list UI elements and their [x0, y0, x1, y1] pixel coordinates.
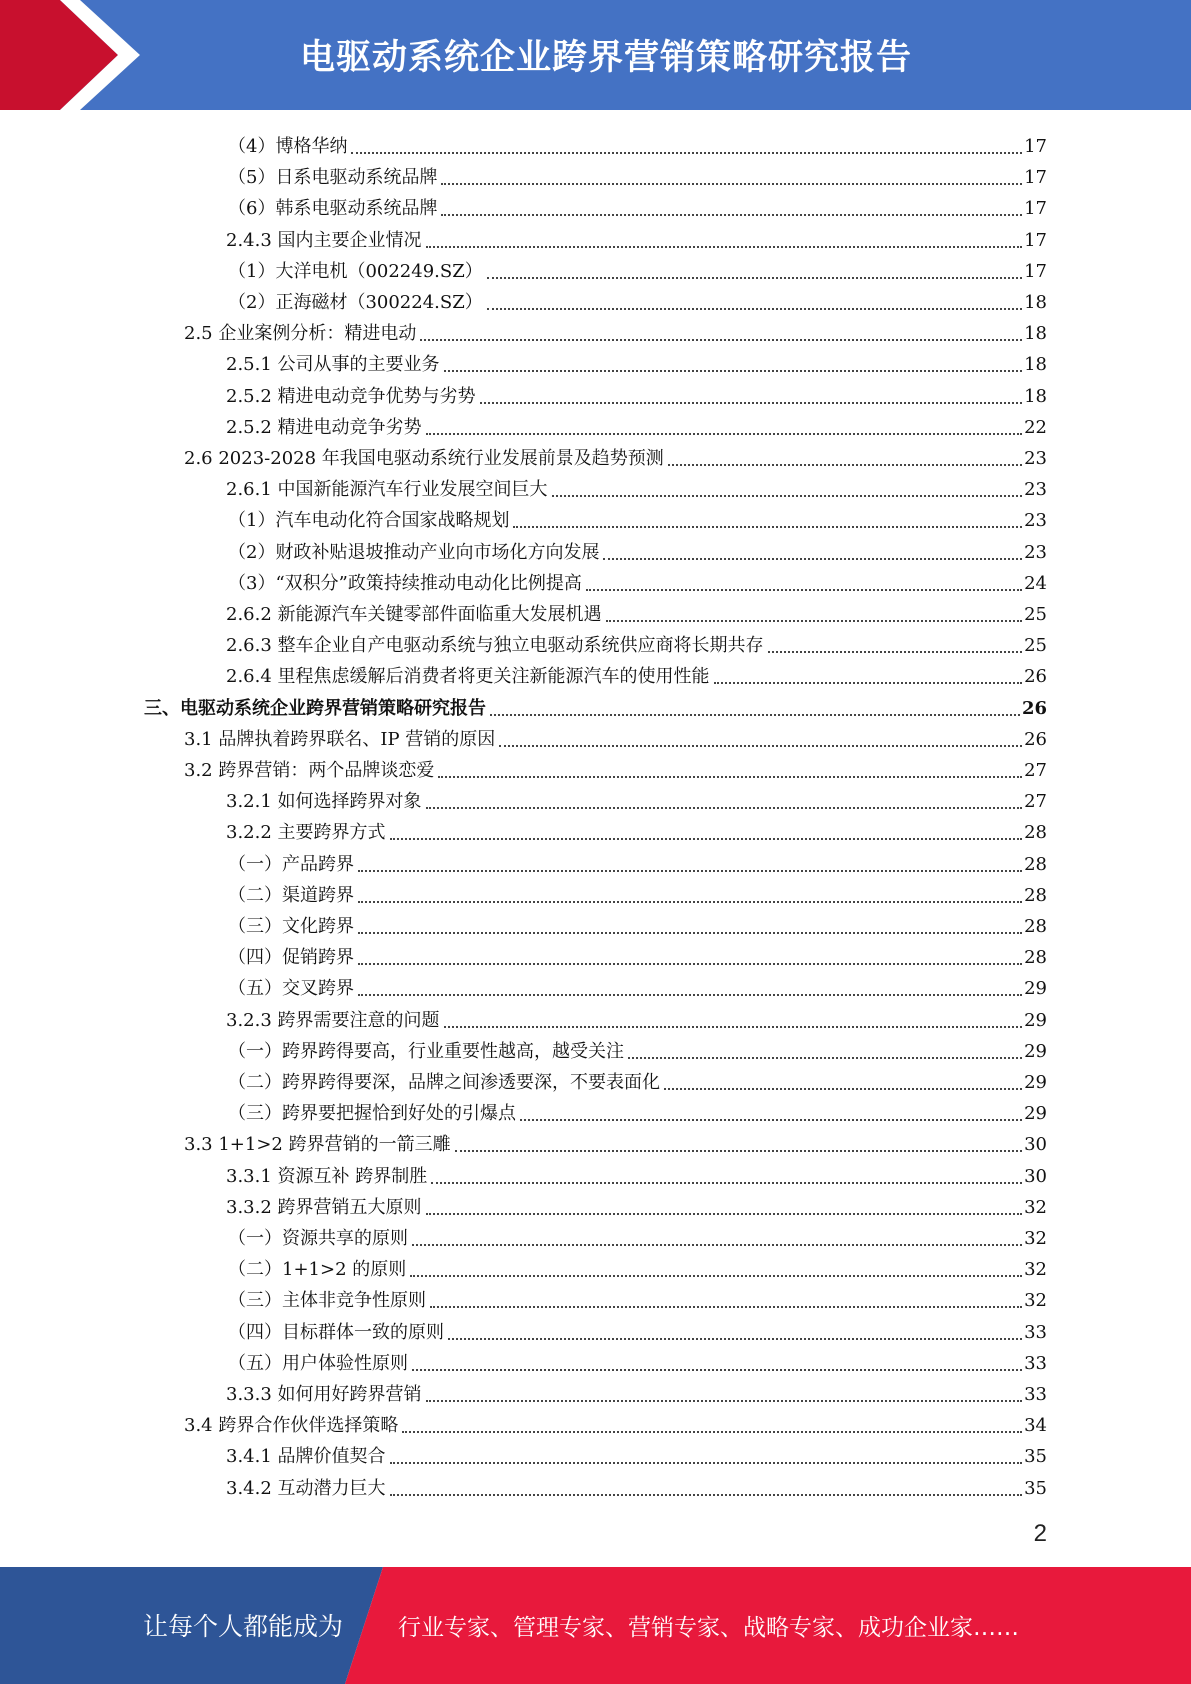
toc-entry-label: （1）汽车电动化符合国家战略规划 [228, 510, 510, 532]
toc-dot-leader [606, 616, 1023, 622]
toc-entry-page: 34 [1024, 1415, 1047, 1437]
toc-entry-label: 3.4 跨界合作伙伴选择策略 [184, 1415, 399, 1437]
toc-dot-leader [412, 1365, 1022, 1371]
toc-entry-label: 2.6 2023-2028 年我国电驱动系统行业发展前景及趋势预测 [184, 448, 664, 469]
toc-entry[interactable] [226, 782, 1047, 813]
toc-entry-label: （三）文化跨界 [228, 916, 354, 937]
toc-entry-page: 28 [1024, 822, 1047, 844]
toc-entry-label: （四）目标群体一致的原则 [228, 1321, 444, 1343]
toc-entry[interactable] [184, 1406, 1047, 1437]
toc-entry-label: （五）用户体验性原则 [228, 1352, 408, 1374]
page-footer [0, 1567, 1191, 1684]
toc-dot-leader [402, 1427, 1022, 1433]
toc-entry[interactable] [228, 158, 1047, 189]
toc-entry-label: 2.5.2 精进电动竞争优势与劣势 [226, 385, 476, 407]
toc-entry[interactable] [228, 876, 1047, 907]
toc-entry[interactable] [228, 1313, 1047, 1344]
toc-entry[interactable] [228, 564, 1047, 595]
toc-entry-page: 27 [1024, 760, 1047, 781]
toc-entry[interactable] [228, 907, 1047, 938]
toc-entry[interactable] [226, 1375, 1047, 1406]
toc-entry[interactable] [144, 689, 1047, 720]
toc-dot-leader [358, 866, 1022, 872]
toc-entry-page: 35 [1024, 1446, 1047, 1468]
toc-entry-page: 23 [1024, 448, 1047, 469]
toc-entry-page: 33 [1024, 1352, 1047, 1374]
toc-entry-label: 三、电驱动系统企业跨界营销策略研究报告 [144, 697, 486, 719]
toc-entry-label: 2.5 企业案例分析：精进电动 [184, 323, 417, 345]
toc-entry-page: 27 [1024, 791, 1047, 813]
toc-dot-leader [490, 710, 1020, 716]
header-arrow-decoration [0, 0, 160, 110]
toc-dot-leader [410, 1271, 1022, 1277]
toc-entry-page: 17 [1024, 167, 1047, 189]
toc-entry-page: 23 [1024, 479, 1047, 501]
toc-dot-leader [426, 242, 1023, 248]
toc-entry-label: （五）交叉跨界 [228, 978, 354, 1000]
toc-dot-leader [358, 990, 1022, 996]
toc-entry[interactable] [226, 408, 1047, 439]
toc-entry-label: 3.3.1 资源互补 跨界制胜 [226, 1165, 428, 1187]
toc-entry[interactable] [228, 1063, 1047, 1094]
toc-dot-leader [487, 304, 1022, 310]
toc-dot-leader [431, 1178, 1022, 1184]
toc-dot-leader [664, 1084, 1022, 1090]
toc-entry-page: 18 [1024, 292, 1047, 313]
toc-entry[interactable] [226, 626, 1047, 657]
toc-entry-page: 33 [1024, 1384, 1047, 1405]
toc-entry-label: 3.2 跨界营销：两个品牌谈恋爱 [184, 760, 435, 781]
toc-entry[interactable] [226, 377, 1047, 408]
toc-entry[interactable] [226, 1437, 1047, 1468]
toc-entry-label: （一）资源共享的原则 [228, 1228, 408, 1249]
toc-entry[interactable] [226, 345, 1047, 376]
toc-entry-label: 3.4.1 品牌价值契合 [226, 1446, 386, 1468]
toc-entry-page: 35 [1024, 1477, 1047, 1499]
toc-dot-leader [480, 398, 1023, 404]
toc-entry[interactable] [226, 1001, 1047, 1032]
toc-entry-label: 2.6.2 新能源汽车关键零部件面临重大发展机遇 [226, 604, 602, 625]
toc-entry[interactable] [184, 1125, 1047, 1156]
toc-dot-leader [520, 1115, 1022, 1121]
toc-entry[interactable] [228, 1094, 1047, 1125]
toc-dot-leader [438, 772, 1022, 778]
toc-entry[interactable] [226, 1157, 1047, 1188]
toc-entry[interactable] [228, 533, 1047, 564]
toc-entry[interactable] [228, 501, 1047, 532]
footer-slogan-right: 行业专家、管理专家、营销专家、战略专家、成功企业家…… [398, 1615, 1019, 1641]
toc-dot-leader [426, 1396, 1023, 1402]
toc-dot-leader [499, 741, 1022, 747]
toc-entry-page: 26 [1024, 666, 1047, 688]
toc-entry-page: 32 [1024, 1196, 1047, 1218]
toc-entry-page: 33 [1024, 1321, 1047, 1343]
toc-entry-label: （5）日系电驱动系统品牌 [228, 167, 438, 189]
toc-entry-label: （三）跨界要把握恰到好处的引爆点 [228, 1103, 516, 1125]
page-number: 2 [1033, 1520, 1047, 1547]
toc-entry[interactable] [228, 283, 1047, 314]
toc-entry-label: （四）促销跨界 [228, 947, 354, 969]
toc-entry-label: （2）财政补贴退坡推动产业向市场化方向发展 [228, 541, 600, 563]
toc-entry-label: 3.2.3 跨界需要注意的问题 [226, 1009, 440, 1031]
toc-entry-page: 24 [1024, 572, 1047, 594]
toc-entry-label: （2）正海磁材（300224.SZ） [228, 292, 483, 313]
toc-entry-page: 28 [1024, 916, 1047, 937]
toc-dot-leader [412, 1240, 1022, 1246]
toc-entry-page: 29 [1024, 1103, 1047, 1125]
toc-entry-label: 2.5.1 公司从事的主要业务 [226, 354, 440, 376]
toc-entry-label: 3.2.1 如何选择跨界对象 [226, 791, 422, 813]
toc-dot-leader [358, 897, 1022, 903]
toc-dot-leader [487, 273, 1022, 279]
toc-entry-label: 2.4.3 国内主要企业情况 [226, 229, 422, 251]
toc-entry-label: （1）大洋电机（002249.SZ） [228, 260, 483, 282]
toc-dot-leader [768, 647, 1023, 653]
toc-entry[interactable] [228, 252, 1047, 283]
toc-entry[interactable] [228, 845, 1047, 876]
toc-entry[interactable] [184, 751, 1047, 782]
toc-entry-label: 3.2.2 主要跨界方式 [226, 822, 386, 844]
toc-dot-leader [668, 460, 1022, 466]
toc-dot-leader [441, 210, 1022, 216]
toc-entry[interactable] [228, 1250, 1047, 1281]
toc-entry-label: （三）主体非竞争性原则 [228, 1290, 426, 1312]
toc-entry-page: 29 [1024, 1040, 1047, 1062]
toc-entry-page: 22 [1024, 416, 1047, 438]
toc-entry-label: （一）跨界跨得要高，行业重要性越高，越受关注 [228, 1040, 624, 1062]
toc-entry-page: 17 [1024, 229, 1047, 251]
toc-dot-leader [586, 585, 1022, 591]
toc-entry[interactable] [226, 470, 1047, 501]
toc-dot-leader [714, 678, 1023, 684]
toc-entry[interactable] [226, 1469, 1047, 1500]
header-title: 电驱动系统企业跨界营销策略研究报告 [300, 38, 913, 78]
toc-dot-leader [628, 1053, 1022, 1059]
toc-dot-leader [444, 1022, 1023, 1028]
toc-dot-leader [426, 803, 1023, 809]
toc-entry-page: 18 [1024, 385, 1047, 407]
toc-dot-leader [390, 1458, 1023, 1464]
toc-entry-page: 29 [1024, 978, 1047, 1000]
toc-entry-page: 18 [1024, 323, 1047, 345]
toc-dot-leader [552, 491, 1023, 497]
toc-entry-label: 2.6.1 中国新能源汽车行业发展空间巨大 [226, 479, 548, 501]
toc-dot-leader [430, 1302, 1022, 1308]
toc-entry-page: 23 [1024, 510, 1047, 532]
toc-entry-page: 17 [1024, 260, 1047, 282]
toc-entry-page: 25 [1024, 635, 1047, 657]
footer-slogan-left: 让每个人都能成为 [143, 1612, 344, 1641]
toc-entry-page: 26 [1021, 697, 1047, 719]
toc-entry-page: 28 [1024, 884, 1047, 906]
toc-entry[interactable] [226, 1188, 1047, 1219]
toc-entry[interactable] [226, 221, 1047, 252]
toc-entry[interactable] [228, 1281, 1047, 1312]
toc-entry-label: （3）“双积分”政策持续推动电动化比例提高 [228, 572, 582, 594]
toc-entry-label: 3.1 品牌执着跨界联名、IP 营销的原因 [184, 728, 496, 750]
toc-entry-label: 2.6.3 整车企业自产电驱动系统与独立电驱动系统供应商将长期共存 [226, 635, 764, 657]
toc-dot-leader [420, 335, 1022, 341]
toc-entry-label: （二）1+1>2 的原则 [228, 1259, 407, 1281]
toc-dot-leader [448, 1334, 1022, 1340]
toc-entry[interactable] [184, 720, 1047, 751]
toc-dot-leader [351, 148, 1022, 154]
toc-entry-page: 29 [1024, 1072, 1047, 1093]
toc-dot-leader [426, 429, 1023, 435]
toc-entry-page: 25 [1024, 604, 1047, 625]
toc-dot-leader [390, 1490, 1023, 1496]
toc-entry-page: 18 [1024, 354, 1047, 376]
toc-entry-page: 32 [1024, 1228, 1047, 1249]
toc-dot-leader [426, 1209, 1023, 1215]
page-header [0, 0, 1191, 110]
toc-entry-page: 29 [1024, 1009, 1047, 1031]
toc-entry-page: 17 [1024, 198, 1047, 220]
toc-entry-label: （二）跨界跨得要深，品牌之间渗透要深，不要表面化 [228, 1072, 660, 1093]
toc-entry-label: （二）渠道跨界 [228, 884, 354, 906]
toc-entry[interactable] [184, 439, 1047, 470]
toc-entry-page: 32 [1024, 1290, 1047, 1312]
toc-entry-label: 3.3.2 跨界营销五大原则 [226, 1196, 422, 1218]
toc-entry[interactable] [228, 1219, 1047, 1250]
toc-entry-page: 32 [1024, 1259, 1047, 1281]
toc-entry-label: 2.5.2 精进电动竞争劣势 [226, 416, 422, 438]
toc-dot-leader [390, 834, 1023, 840]
toc-entry[interactable] [226, 595, 1047, 626]
toc-entry-label: （4）博格华纳 [228, 136, 348, 157]
toc-dot-leader [603, 554, 1022, 560]
toc-dot-leader [513, 522, 1022, 528]
toc-dot-leader [358, 959, 1022, 965]
toc-entry[interactable] [228, 938, 1047, 969]
toc-entry-label: 3.3.3 如何用好跨界营销 [226, 1384, 422, 1405]
toc-entry[interactable] [228, 1032, 1047, 1063]
toc-entry-label: 3.4.2 互动潜力巨大 [226, 1477, 386, 1499]
toc-dot-leader [444, 366, 1023, 372]
toc-entry-page: 26 [1024, 728, 1047, 750]
toc-entry-page: 17 [1024, 136, 1047, 157]
toc-entry[interactable] [226, 813, 1047, 844]
toc-entry[interactable] [228, 127, 1047, 158]
toc-entry-page: 28 [1024, 853, 1047, 875]
toc-entry-label: （6）韩系电驱动系统品牌 [228, 198, 438, 220]
toc-dot-leader [441, 179, 1022, 185]
toc-entry-label: 2.6.4 里程焦虑缓解后消费者将更关注新能源汽车的使用性能 [226, 666, 710, 688]
toc-entry[interactable] [228, 1344, 1047, 1375]
toc-entry[interactable] [226, 657, 1047, 688]
toc-entry-label: 3.3 1+1>2 跨界营销的一箭三雕 [184, 1134, 451, 1156]
toc-entry[interactable] [228, 189, 1047, 220]
toc-entry-label: （一）产品跨界 [228, 853, 354, 875]
toc-entry-page: 23 [1024, 541, 1047, 563]
toc-entry[interactable] [184, 314, 1047, 345]
toc-dot-leader [455, 1146, 1023, 1152]
toc-entry[interactable] [228, 969, 1047, 1000]
toc-entry-page: 30 [1024, 1165, 1047, 1187]
toc-entry-page: 30 [1024, 1134, 1047, 1156]
toc-entry-page: 28 [1024, 947, 1047, 969]
toc-dot-leader [358, 928, 1022, 934]
